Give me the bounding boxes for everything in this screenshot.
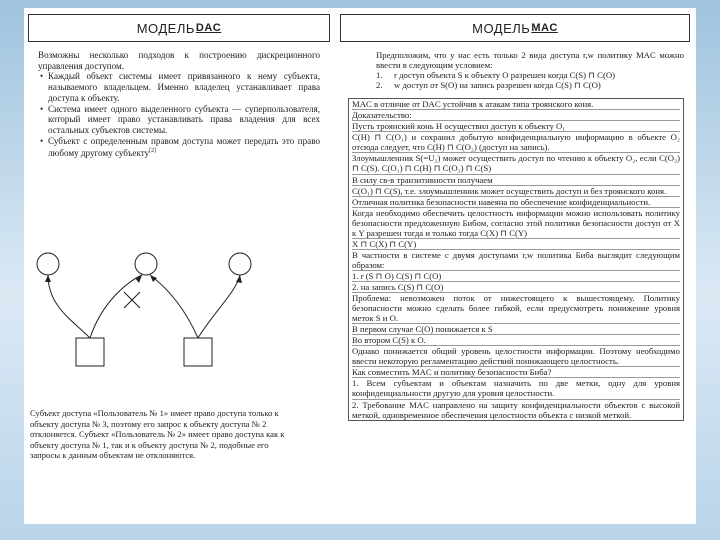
arrow-user1-to-obj3 [198,275,240,338]
mac-text [348,50,684,421]
mac-paragraph: Во втором C(S) к O. [352,335,680,346]
mac-paragraph: Проблема: невозможен поток от нижестоящего к вышестоящему. Политику безопасности можно сделать более гибкой, если предусмотреть понижение уровня меток S и O. [352,293,680,324]
dac-access-diagram [32,242,312,382]
mac-paragraph: В силу св-в транзитивности получаем [352,175,680,186]
arrow-user2-to-obj2 [150,275,198,338]
dac-bullet-3-text: Субъект с определенным правом доступа может передать это право любому другому субъекту [48,135,320,159]
dac-column [28,14,330,518]
dac-bullet-3 [38,136,320,159]
arrowhead-1 [45,275,51,282]
mac-column [340,14,690,518]
user-2-box [184,338,212,366]
dac-bullet-2: • Система имеет одного выделенного субъекта — суперпользователя, который имеет право устанавливать права владения для всех остальных субъектов системы. [38,104,320,136]
mac-paragraph: 2. Требование MAC направлено на защиту конфиденциальности объектов с высокой меткой, одновременное обеспечения целостности объекта с низкой меткой. [352,399,680,420]
mac-paragraph: Однако понижается общий уровень целостности информации. Поэтому необходимо ввести некоторую регламентацию действий понижающего целостность. [352,346,680,367]
mac-paragraph: Отличная политика безопасности навеяна по обеспечение конфиденциальности. [352,197,680,208]
mac-condition-1 [376,70,684,80]
mac-condition-2-text: w доступ от S(O) на запись разрешен когда C(S) ⊓ C(O) [394,80,601,91]
mac-paragraph: Когда необходимо обеспечить целостность информации можно использовать политику безопасности предложенную Бибом, согласно этой политики безопасности доступ от X к Y разрешен тогда и только тогда C(X) ⊓ C(Y) [352,207,680,238]
mac-paragraph: Злоумышленник S(=U₂) может осуществить доступ по чтению к объекту O₂, если C(O₂) ⊓ C(S). C(O₁) ⊓ C(H) ⊓ C(O₂) ⊓ C(S) [352,153,680,174]
mac-paragraph: C(H) ⊓ C(O₁) и сохранил добытую конфиденциальную информацию в объекте O₂ отсюда следует, что C(H) ⊓ C(O₂) (доступ на запись). [352,132,680,153]
dac-title: МОДЕЛЬ [136,20,195,36]
slide [24,8,696,524]
dac-title-sub: DAC [195,22,222,34]
arrowhead-4 [236,275,242,283]
dac-bullet-1: • Каждый объект системы имеет привязанного к нему субъекта, называемого владельцем. Именно владелец устанавливает права доступа к объекту. [38,71,320,103]
mac-paragraph: Пусть троянский конь H осуществил доступ к объекту O₁ [352,121,680,132]
dac-caption-text: Субъект доступа «Пользователь № 1» имеет право доступа только к объекту доступа № 3, поэтому его запрос к объекту доступа № 2 отклоняется. Субъект «Пользователь № 2» имеет право доступа как к объекту доступа № 1, так и к объекту доступа № 2, подобные его запросы к данным объектам не отклоняются. [30,408,285,461]
dac-intro: Возможны несколько подходов к построению дискреционного управления доступом. [38,50,320,71]
mac-paragraph: В первом случае C(O) понижается к S [352,324,680,335]
mac-premise: Предположим, что у нас есть только 2 вида доступа r,w политику MAC можно ввести в следующим условием: [376,50,684,71]
mac-paragraph: X ⊓ C(X) ⊓ C(Y) [352,239,680,250]
mac-condition-1-text: r доступ объекта S к объекту O разрешен когда C(S) ⊓ C(O) [394,70,616,81]
object-1-circle [37,253,59,275]
arrow-user2-to-obj1 [48,275,90,338]
mac-title-box [340,14,690,42]
mac-paragraph: Доказательство: [352,110,680,121]
mac-paragraph: C(O₁) ⊓ C(S), т.е. злоумышленник может осуществить доступ и без троянского коня. [352,186,680,197]
mac-condition-1-num: 1. [376,70,383,81]
dac-text [38,50,320,159]
mac-title: МОДЕЛЬ [472,20,531,36]
mac-paragraph: 1. r (S ⊓ O) C(S) ⊓ C(O) [352,271,680,282]
dac-caption [30,408,300,461]
object-3-circle [229,253,251,275]
mac-paragraph: 1. Всем субъектам и объектам назначить по две метки, одну для уровня конфиденциальности другую для уровня целостности. [352,378,680,399]
arrowhead-3 [150,275,157,282]
mac-condition-2 [376,80,684,90]
mac-paragraph: 2. на запись C(S) ⊓ C(O) [352,282,680,293]
mac-paragraph: В частности в системе с двумя доступами r,w политика Биба выглядит следующим образом: [352,249,680,270]
mac-proof-box [348,98,684,420]
object-2-circle [135,253,157,275]
arrow-user1-to-obj2 [90,275,142,338]
mac-paragraph: Как совместить MAC и политику безопасности Биба? [352,367,680,378]
mac-condition-2-num: 2. [376,80,383,91]
dac-title-box [28,14,330,42]
dac-bullet-3-ref: [2] [149,148,157,155]
mac-paragraph: MAC в отличие от DAC устойчив к атакам типа троянского коня. [352,99,680,110]
mac-title-sub: MAC [531,22,558,34]
user-1-box [76,338,104,366]
